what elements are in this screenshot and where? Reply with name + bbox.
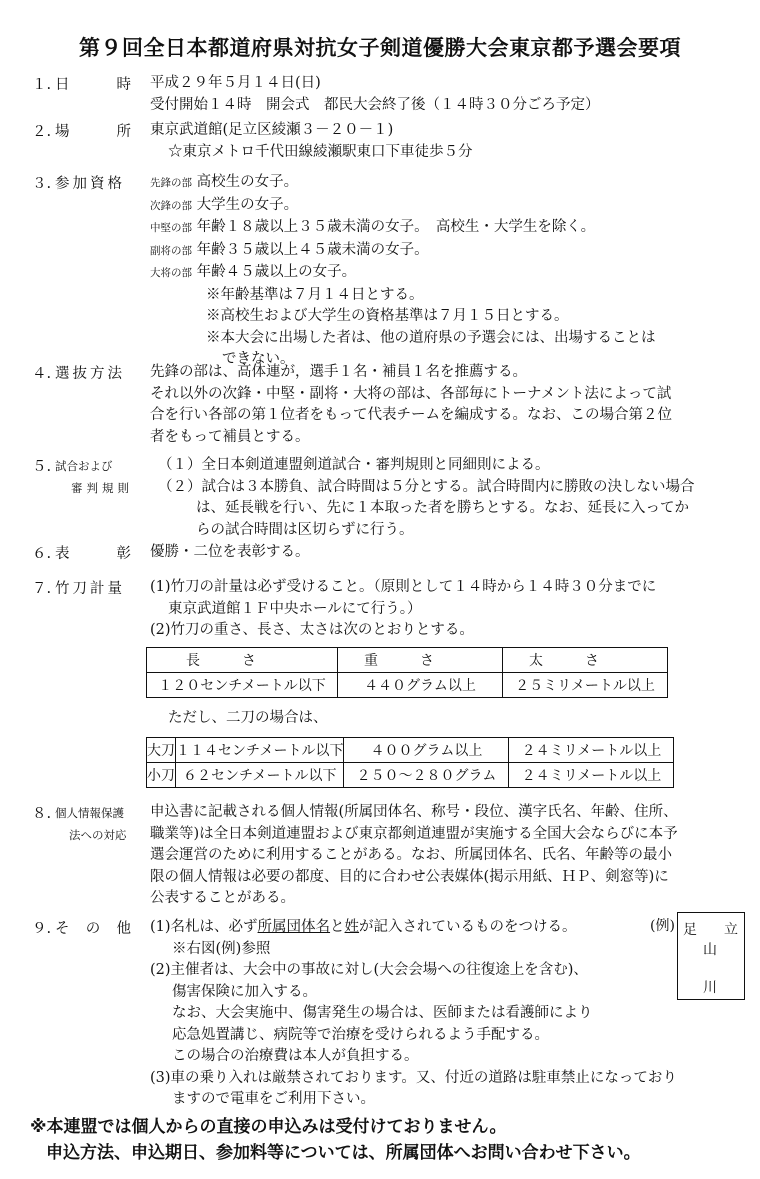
section-body [150,362,720,448]
note-line: ※高校生および大学生の資格基準は７月１５日とする。 [206,308,569,324]
nametag-example [677,912,745,1000]
text-span: が記入されているものをつける。 [359,919,577,935]
venue-line: 東京武道館(足立区綾瀬３－２０－１) [150,122,394,138]
section-label [55,455,133,499]
division-text: 高校生の女子。 [196,174,299,190]
label-line: 審判規則 [71,481,133,495]
header-thickness: 太さ [503,648,668,673]
label-char: 所 [116,124,131,140]
section-label [55,917,131,938]
two-sword-table [146,737,674,788]
section-body [150,120,720,163]
header-length: 長さ [147,648,338,673]
label-char: そ [55,921,70,937]
body-line: ※右図(例)参照 [172,940,271,957]
row-label: 大刀 [147,738,176,763]
example-char: 立 [724,922,738,938]
table-row [147,738,674,763]
division-label: 先鋒の部 [150,177,192,189]
section-label: 選抜方法 [55,366,125,382]
body-line: (2)竹刀の重さ、長さ、太さは次のとおりとする。 [150,622,474,638]
label-line: 個人情報保護 [55,806,124,820]
table-row [147,763,674,788]
section-number: ２. [32,124,52,140]
body-line: 先鋒の部は、高体連が，選手１名・補員１名を推薦する。 [150,364,527,380]
section-number: １. [32,77,52,93]
label-char: 他 [116,921,131,937]
body-line: らの試合時間は区切らずに行う。 [196,521,414,538]
body-line: 限の個人情報は必要の都度、目的に合わせ公表媒体(掲示用紙、ＨＰ、剣窓等)に [150,868,669,885]
note-line: ※年齢基準は７月１４日とする。 [206,286,424,303]
section-label [55,542,131,563]
cell-length: ６２センチメートル以下 [176,763,344,788]
division-text: 大学生の女子。 [196,196,299,213]
section-number: ９. [32,921,52,937]
label-char: 時 [116,77,131,93]
example-char: 足 [683,922,697,938]
division-label: 次鋒の部 [150,199,192,212]
section-number: ４. [32,366,52,382]
division-text: 年齢４５歳以上の女子。 [196,264,357,280]
division-text: 年齢３５歳以上４５歳未満の女子。 [196,241,429,258]
label-char: 場 [55,124,70,140]
cell-thickness: ２５ミリメートル以上 [503,673,668,698]
body-line: この場合の治療費は本人が負担する。 [172,1048,419,1064]
section-number: ５. [32,459,52,475]
table-row [147,673,668,698]
underlined-text: 姓 [344,919,360,935]
example-char: 山 [703,942,717,958]
section-body [150,917,720,1111]
section-label [55,73,131,94]
body-line: （２）試合は３本勝負、試合時間は５分とする。試合時間内に勝敗の決しない場合 [158,478,695,495]
division-label: 中堅の部 [150,222,192,234]
cell-weight: ４００グラム以上 [344,738,509,763]
division-text: 年齢１８歳以上３５歳未満の女子。 高校生・大学生を除く。 [196,219,596,235]
label-char: 彰 [116,546,131,562]
header-weight: 重さ [338,648,503,673]
section-number: ８. [32,806,52,822]
body-line: 合を行い各部の第１位者をもって代表チームを編成する。なお、この場合第２位 [150,407,672,423]
section-body [150,73,720,116]
body-line: (2)主催者は、大会中の事故に対し(大会会場への往復途上を含む)、 [150,962,588,978]
row-label: 小刀 [147,763,176,788]
label-char: 日 [55,77,70,93]
section-body [150,802,720,910]
label-line: 試合および [55,459,113,473]
section-label: 参加資格 [55,176,125,192]
section-number: ６. [32,546,52,562]
example-char: 川 [703,980,717,996]
note-line: できない。 [222,351,295,367]
body-line: なお、大会実施中、傷害発生の場合は、医師または看護師により [172,1005,593,1021]
section-number: ３. [32,176,52,192]
underlined-text: 所属団体名 [257,919,331,935]
section-number: ７. [32,581,52,597]
table-header-row [147,648,668,673]
body-line: 申込書に記載される個人情報(所属団体名、称号・段位、漢字氏名、年齢、住所、 [150,804,678,820]
body-line: 傷害保険に加入する。 [172,983,317,1000]
body-line: (1)竹刀の計量は必ず受けること。（原則として１４時から１４時３０分までに [150,579,657,595]
section-label [55,120,131,141]
body-line: 応急処置講じ、病院等で治療を受けられるよう手配する。 [172,1026,549,1043]
body-line: （１）全日本剣道連盟剣道試合・審判規則と同細則による。 [158,457,550,473]
label-char: の [85,921,101,937]
section-body [150,542,720,564]
section-body [150,577,720,642]
page-title: 第９回全日本都道府県対抗女子剣道優勝大会東京都予選会要項 [79,36,681,60]
footer-inquiry: 申込方法、申込期日、参加料等については、所属団体へお問い合わせ下さい。 [46,1143,641,1163]
cell-length: １２０センチメートル以下 [147,673,338,698]
shinai-spec-table [146,647,668,698]
text-span: (1)名札は、必ず [150,919,258,935]
body-line: (3)車の乗り入れは厳禁されております。又、付近の道路は駐車禁止になっており [150,1069,677,1086]
schedule-line: 受付開始１４時 開会式 都民大会終了後（１４時３０分ごろ予定） [150,96,600,113]
two-sword-note: ただし、二刀の場合は、 [168,710,328,726]
body-line: 選会運営のために利用することがある。なお、所属団体名、氏名、年齢等の最小 [150,847,672,863]
cell-length: １１４センチメートル以下 [176,738,344,763]
date-line: 平成２９年５月１４日(日) [150,75,321,91]
access-line: ☆東京メトロ千代田線綾瀬駅東口下車徒歩５分 [168,143,473,160]
body-line: それ以外の次鋒・中堅・副将・大将の部は、各部毎にトーナメント法によって試 [150,385,672,402]
body-line: 職業等)は全日本剣道連盟および東京都剣道連盟が実施する全国大会ならびに本予 [150,825,678,842]
cell-thickness: ２４ミリメートル以上 [509,738,674,763]
body-line: 公表することがある。 [150,890,295,906]
nametag-line [150,917,720,939]
body-line: 優勝・二位を表彰する。 [150,544,310,560]
division-label: 大将の部 [150,267,192,279]
section-label: 竹刀計量 [55,581,125,597]
cell-thickness: ２４ミリメートル以上 [509,763,674,788]
label-char: 表 [55,546,70,562]
text-span: と [330,919,345,935]
cell-weight: ４４０グラム以上 [338,673,503,698]
division-label: 副将の部 [150,244,192,257]
section-body [158,455,728,541]
body-line: は、延長戦を行い、先に１本取った者を勝ちとする。なお、延長に入ってか [196,500,689,516]
section-label [55,802,127,846]
body-line: ますので電車をご利用下さい。 [172,1091,375,1107]
example-label: (例) [650,918,675,934]
footer-notice: ※本連盟では個人からの直接の申込みは受付けておりません。 [30,1117,507,1137]
body-line: 東京武道館１Ｆ中央ホールにて行う。） [168,600,422,617]
body-line: 者をもって補員とする。 [150,428,310,445]
section-body [150,172,720,371]
label-line: 法への対応 [69,828,127,842]
note-line: ※本大会に出場した者は、他の道府県の予選会には、出場することは [206,329,656,346]
cell-weight: ２５０～２８０グラム [344,763,509,788]
